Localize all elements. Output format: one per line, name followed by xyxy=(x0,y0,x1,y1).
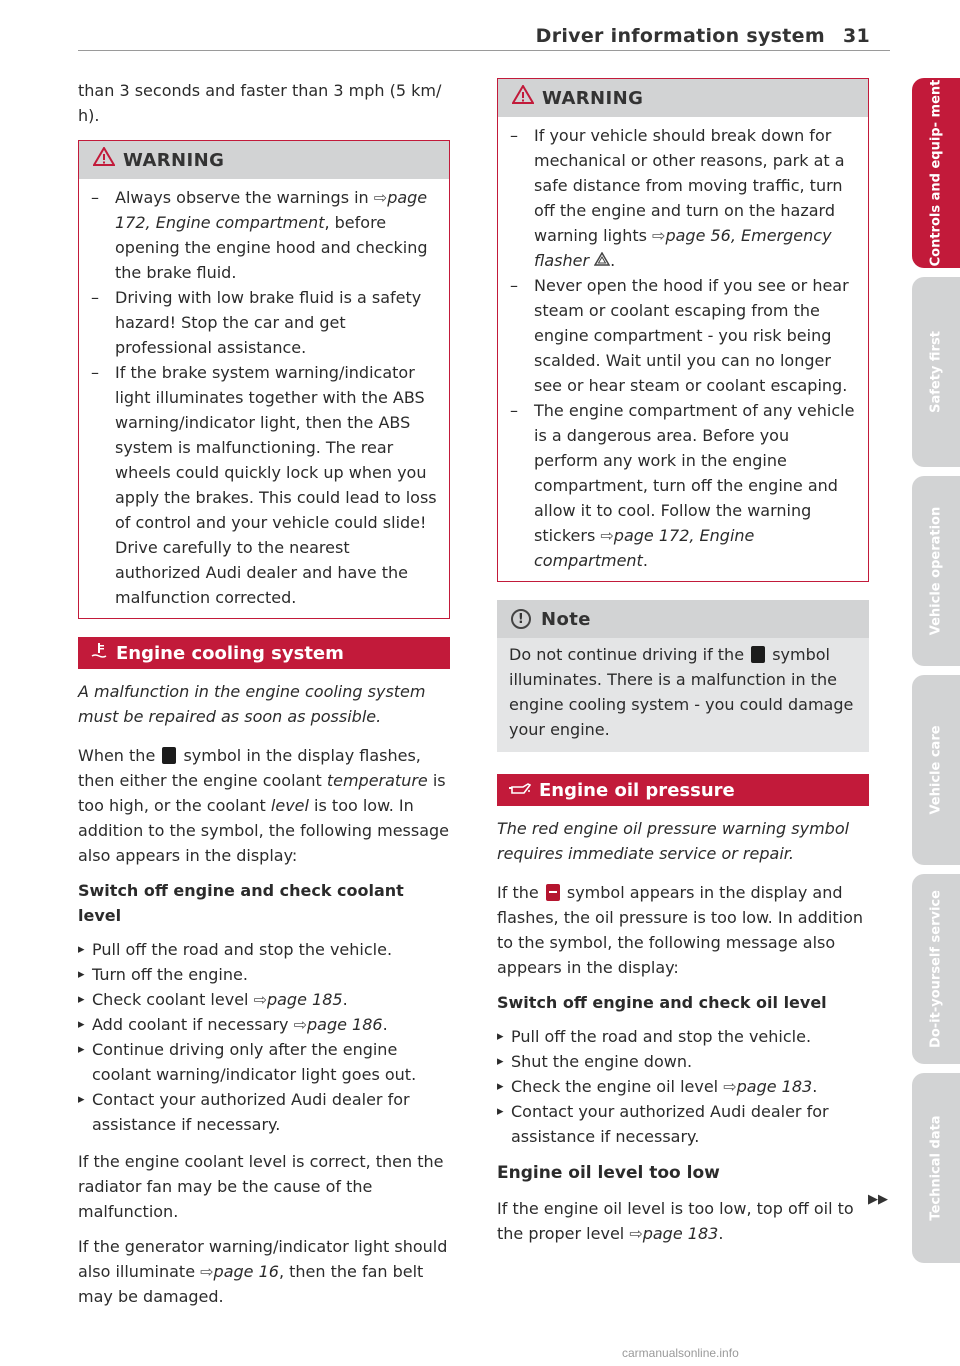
list-item: ▸ Turn off the engine. xyxy=(78,962,450,987)
cross-reference-link[interactable]: ⇨page 185 xyxy=(253,990,343,1009)
warning-box-breakdown xyxy=(497,78,869,582)
note-title: Note xyxy=(541,608,591,630)
arrow-right-icon: ⇨ xyxy=(600,526,614,545)
cross-reference-link[interactable]: ⇨page 183 xyxy=(723,1077,813,1096)
oil-pressure-symbol-icon xyxy=(546,884,560,901)
cross-reference-link[interactable]: ⇨page 183 xyxy=(629,1224,719,1243)
warning-item: – Always observe the warnings in ⇨page 172, Engine compartment, before opening the engine hood and checking the brake fluid. xyxy=(91,185,437,285)
exclamation-circle-icon: ! xyxy=(511,609,531,629)
warning-title: WARNING xyxy=(123,149,225,171)
warning-box-brake xyxy=(78,140,450,619)
warning-header xyxy=(498,79,868,117)
page-number: 31 xyxy=(842,25,870,47)
right-column xyxy=(497,78,869,1256)
warning-item: – If your vehicle should break down for mechanical or other reasons, park at a safe distance from moving traffic, turn off the engine and turn on the hazard warning lights ⇨page 56, Emergency flasher . xyxy=(510,123,856,273)
chapter-tabs xyxy=(912,78,960,1272)
header-rule xyxy=(78,50,890,51)
oil-low-paragraph: If the engine oil level is too low, top off oil to the proper level ⇨page 183. xyxy=(497,1199,854,1243)
arrow-right-icon: ⇨ xyxy=(200,1262,214,1281)
warning-list xyxy=(510,123,856,573)
arrow-right-icon: ⇨ xyxy=(373,188,388,207)
tab-vehicle-care[interactable]: Vehicle care xyxy=(912,675,960,865)
warning-item: – The engine compartment of any vehicle is a dangerous area. Before you perform any work in the engine compartment, turn off the engine and allow it to cool. Follow the warning stickers ⇨page 172, Engine compartment. xyxy=(510,398,856,573)
list-item: ▸ Contact your authorized Audi dealer for assistance if necessary. xyxy=(78,1087,450,1137)
warning-item: – Never open the hood if you see or hear steam or coolant escaping from the engine compartment - you risk being scalded. Wait until you can no longer see or hear steam or coolant escaping. xyxy=(510,273,856,398)
section-heading-oil xyxy=(497,774,869,806)
warning-header xyxy=(79,141,449,179)
coolant-temperature-icon xyxy=(90,641,108,666)
coolant-symbol-icon xyxy=(162,747,176,764)
list-item: ▸ Check coolant level ⇨page 185. xyxy=(78,987,450,1012)
warning-item: – Driving with low brake fluid is a safety hazard! Stop the car and get professional assistance. xyxy=(91,285,437,360)
hazard-triangle-icon xyxy=(594,251,610,270)
continue-arrow-icon: ▶▶ xyxy=(868,1192,888,1207)
coolant-steps xyxy=(78,937,450,1137)
arrow-right-icon: ⇨ xyxy=(293,1015,307,1034)
radiator-paragraph: If the engine coolant level is correct, then the radiator fan may be the cause of the malfunction. xyxy=(78,1152,444,1221)
arrow-right-icon: ⇨ xyxy=(723,1077,737,1096)
section-lead: A malfunction in the engine cooling system must be repaired as soon as possible. xyxy=(78,682,426,726)
arrow-right-icon: ⇨ xyxy=(652,226,666,245)
warning-item: – If the brake system warning/indicator light illuminates together with the ABS warning/indicator light, then the ABS system is malfunctioning. The rear wheels could quickly lock up when you apply the brakes. This could lead to loss of control and your vehicle could slide! Drive carefully to the nearest authorized Audi dealer and have the malfunction corrected. xyxy=(91,360,437,610)
list-item: ▸ Contact your authorized Audi dealer for assistance if necessary. xyxy=(497,1099,869,1149)
list-item: ▸ Pull off the road and stop the vehicle. xyxy=(497,1024,869,1049)
list-item: ▸ Add coolant if necessary ⇨page 186. xyxy=(78,1012,450,1037)
display-message: Switch off engine and check oil level xyxy=(497,993,827,1012)
subheading-oil-low: Engine oil level too low xyxy=(497,1163,720,1183)
generator-paragraph: If the generator warning/indicator light should also illuminate ⇨page 16, then the fan belt may be damaged. xyxy=(78,1237,448,1306)
oil-paragraph: If the symbol appears in the display and flashes, the oil pressure is too low. In addition to the symbol, the following message also appears in the display: xyxy=(497,883,863,977)
arrow-right-icon: ⇨ xyxy=(253,990,267,1009)
coolant-paragraph: When the symbol in the display flashes, then either the engine coolant temperature is too high, or the coolant level is too low. In addition to the symbol, the following message also appears in the display: xyxy=(78,746,450,865)
cross-reference-link[interactable]: ⇨page 172, Engine compartment xyxy=(115,188,428,232)
tab-vehicle-operation[interactable]: Vehicle operation xyxy=(912,476,960,666)
note-header xyxy=(497,600,869,638)
note-box xyxy=(497,600,869,752)
cross-reference-link[interactable]: ⇨page 172, Engine compartment xyxy=(534,526,755,570)
list-item: ▸ Check the engine oil level ⇨page 183. xyxy=(497,1074,869,1099)
section-title: Engine cooling system xyxy=(116,642,344,664)
cross-reference-link[interactable]: ⇨page 186 xyxy=(293,1015,383,1034)
warning-title: WARNING xyxy=(542,87,644,109)
watermark: carmanualsonline.info xyxy=(622,1346,739,1360)
section-title: Engine oil pressure xyxy=(539,779,735,801)
tab-technical-data[interactable]: Technical data xyxy=(912,1073,960,1263)
list-item: ▸ Shut the engine down. xyxy=(497,1049,869,1074)
oil-can-icon xyxy=(509,778,531,803)
section-lead: The red engine oil pressure warning symbol requires immediate service or repair. xyxy=(497,819,850,863)
list-item: ▸ Pull off the road and stop the vehicle. xyxy=(78,937,450,962)
intro-text: than 3 seconds and faster than 3 mph (5 km/ h). xyxy=(78,81,442,125)
oil-steps xyxy=(497,1024,869,1149)
note-text: Do not continue driving if the symbol illuminates. There is a malfunction in the engine cooling system - you could damage your engine. xyxy=(509,645,854,739)
arrow-right-icon: ⇨ xyxy=(629,1224,643,1243)
warning-triangle-icon xyxy=(512,85,534,111)
section-heading-cooling xyxy=(78,637,450,669)
warning-triangle-icon xyxy=(93,147,115,173)
running-header xyxy=(536,24,870,49)
header-title: Driver information system xyxy=(535,25,825,47)
cross-reference-link[interactable]: ⇨page 16 xyxy=(200,1262,279,1281)
list-item: ▸ Continue driving only after the engine coolant warning/indicator light goes out. xyxy=(78,1037,450,1087)
warning-list xyxy=(91,185,437,610)
tab-controls[interactable]: Controls and equip- ment xyxy=(912,78,960,268)
coolant-symbol-icon xyxy=(751,646,765,663)
cross-reference-link[interactable]: ⇨page 56, Emergency flasher xyxy=(534,226,832,270)
display-message: Switch off engine and check coolant level xyxy=(78,881,404,925)
tab-safety[interactable]: Safety first xyxy=(912,277,960,467)
tab-do-it-yourself[interactable]: Do-it-yourself service xyxy=(912,874,960,1064)
left-column xyxy=(78,78,450,1319)
